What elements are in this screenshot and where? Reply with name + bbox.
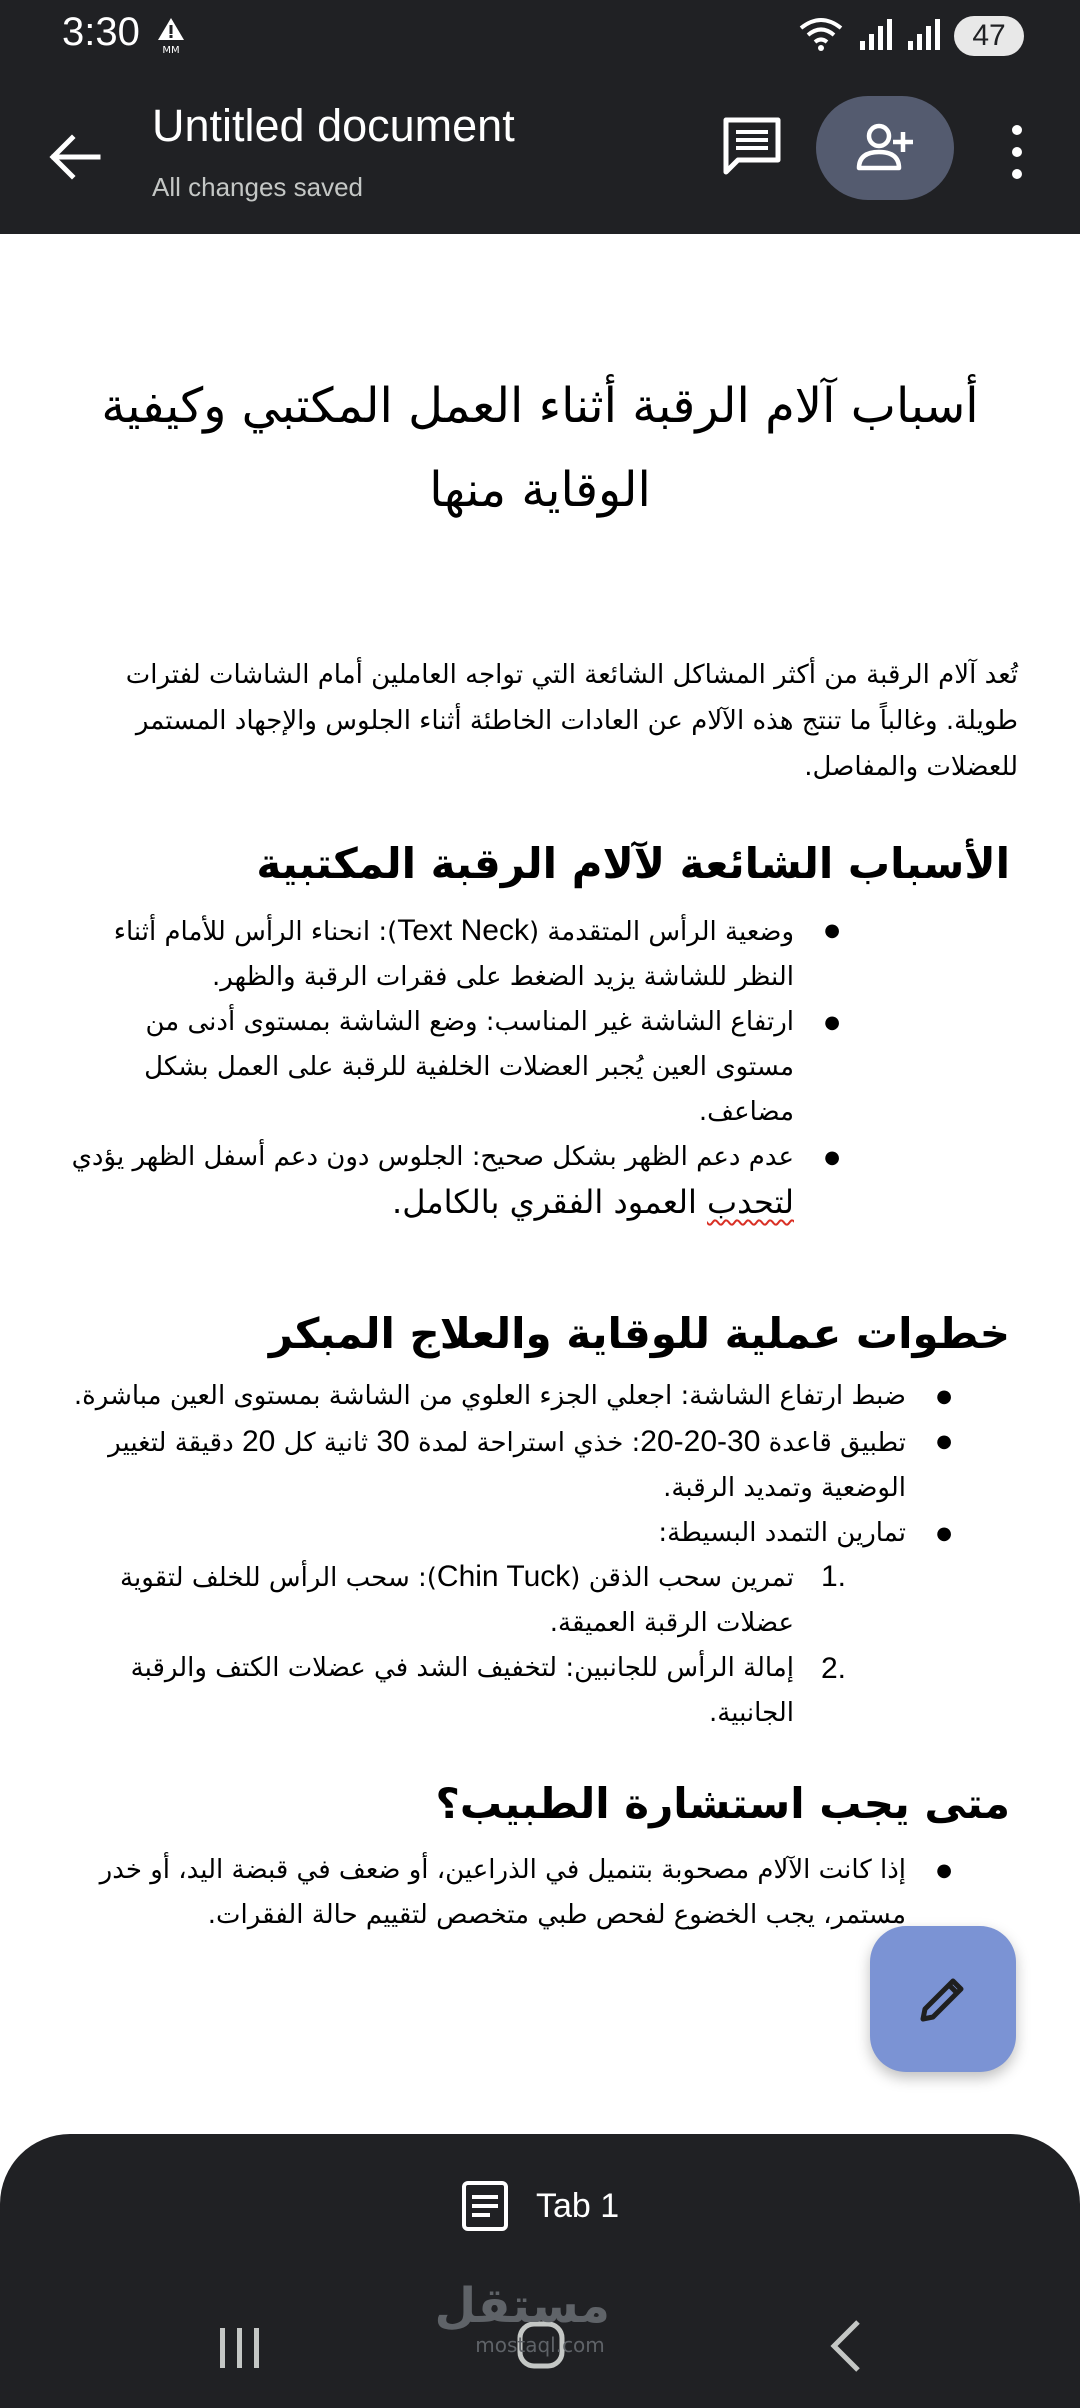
tab-label: Tab 1: [536, 2186, 620, 2225]
section-heading-prevention: خطوات عملية للوقاية والعلاج المبكر: [268, 1309, 1010, 1358]
battery-indicator: 47: [954, 16, 1024, 56]
svg-text:MM: MM: [162, 45, 180, 56]
english-term: Chin Tuck: [436, 1560, 571, 1593]
list-item: ● ضبط ارتفاع الشاشة: اجعلي الجزء العلوي من الشاشة بمستوى العين مباشرة.: [68, 1374, 906, 1419]
share-button[interactable]: [816, 96, 954, 200]
doc-heading: [90, 364, 990, 532]
save-status: All changes saved: [152, 172, 364, 202]
list-item: ● تطبيق قاعدة 20-20-30: خذي استراحة لمدة 30 ثانية كل 20 دقيقة لتغيير الوضعية وتمديد الرقبة.: [68, 1419, 906, 1511]
watermark: مستقل mostaql.com: [434, 2278, 610, 2357]
english-term: Text Neck: [397, 914, 529, 947]
pencil-icon: [913, 1969, 973, 2029]
document-icon: [460, 2179, 510, 2233]
list-item: ● تمارين التمدد البسيطة:: [68, 1511, 906, 1556]
app-bar: [0, 72, 1080, 234]
recent-apps-icon[interactable]: [218, 2326, 262, 2374]
doc-heading-line: الوقاية منها: [429, 462, 651, 518]
list-item: ● ارتفاع الشاشة غير المناسب: وضع الشاشة بمستوى أدنى من مستوى العين يُجبر العضلات الخلفية للرقبة على العمل بشكل مضاعف.: [64, 1000, 794, 1135]
list-item: ● عدم دعم الظهر بشكل صحيح: الجلوس دون دعم أسفل الظهر يؤدي لتحدب العمود الفقري بالكامل.: [64, 1135, 794, 1228]
list-item: ● إذا كانت الآلام مصحوبة بتنميل في الذراعين، أو ضعف في قبضة اليد، أو خدر مستمر، يجب الخضوع لفحص طبي متخصص لتقييم حالة الفقرات.: [68, 1848, 906, 1938]
more-vert-icon[interactable]: [1002, 120, 1032, 184]
list-item: 2. إمالة الرأس للجانبين: لتخفيف الشد في عضلات الكتف والرقبة الجانبية.: [130, 1652, 846, 1728]
list-item: ● وضعية الرأس المتقدمة (Text Neck): انحناء الرأس للأمام أثناء النظر للشاشة يزيد الضغط على فقرات الرقبة والظهر.: [64, 908, 794, 1000]
document-title[interactable]: Untitled document: [152, 100, 515, 151]
edit-fab-button[interactable]: [870, 1926, 1016, 2072]
signal-icon: [858, 17, 892, 55]
document-canvas[interactable]: [0, 234, 1080, 2134]
intro-paragraph: تُعد آلام الرقبة من أكثر المشاكل الشائعة التي تواجه العاملين أمام الشاشات لفترات طويلة. وغالباً ما تنتج هذه الآلام عن العادات الخاطئة أثناء الجلوس والإجهاد المستمر للعضلات والمفاصل.: [125, 660, 1018, 782]
causes-list: [64, 908, 794, 1228]
list-item: 1. تمرين سحب الذقن (Chin Tuck): سحب الرأس للخلف لتقوية عضلات الرقبة العميقة.: [120, 1560, 846, 1638]
status-icons: [798, 14, 1024, 58]
status-time: 3:30: [62, 10, 140, 54]
add-person-icon: [855, 118, 915, 178]
nav-back-icon[interactable]: [826, 2318, 866, 2378]
doctor-list: [68, 1848, 906, 1938]
prevention-list: [68, 1374, 906, 1556]
doc-heading-line: أسباب آلام الرقبة أثناء العمل المكتبي وكيفية: [101, 378, 979, 434]
signal-icon: [906, 17, 940, 55]
alert-icon: [156, 16, 186, 56]
wifi-icon: [798, 16, 844, 56]
comment-icon[interactable]: [720, 114, 784, 178]
section-heading-causes: الأسباب الشائعة لآلام الرقبة المكتبية: [256, 839, 1010, 888]
misspelled-word[interactable]: لتحدب: [707, 1183, 794, 1221]
status-bar: [0, 0, 1080, 72]
back-arrow-icon[interactable]: [40, 122, 110, 192]
exercises-list: [100, 1554, 846, 1736]
section-heading-doctor: متى يجب استشارة الطبيب؟: [435, 1779, 1010, 1828]
tab-1[interactable]: [460, 2168, 619, 2244]
